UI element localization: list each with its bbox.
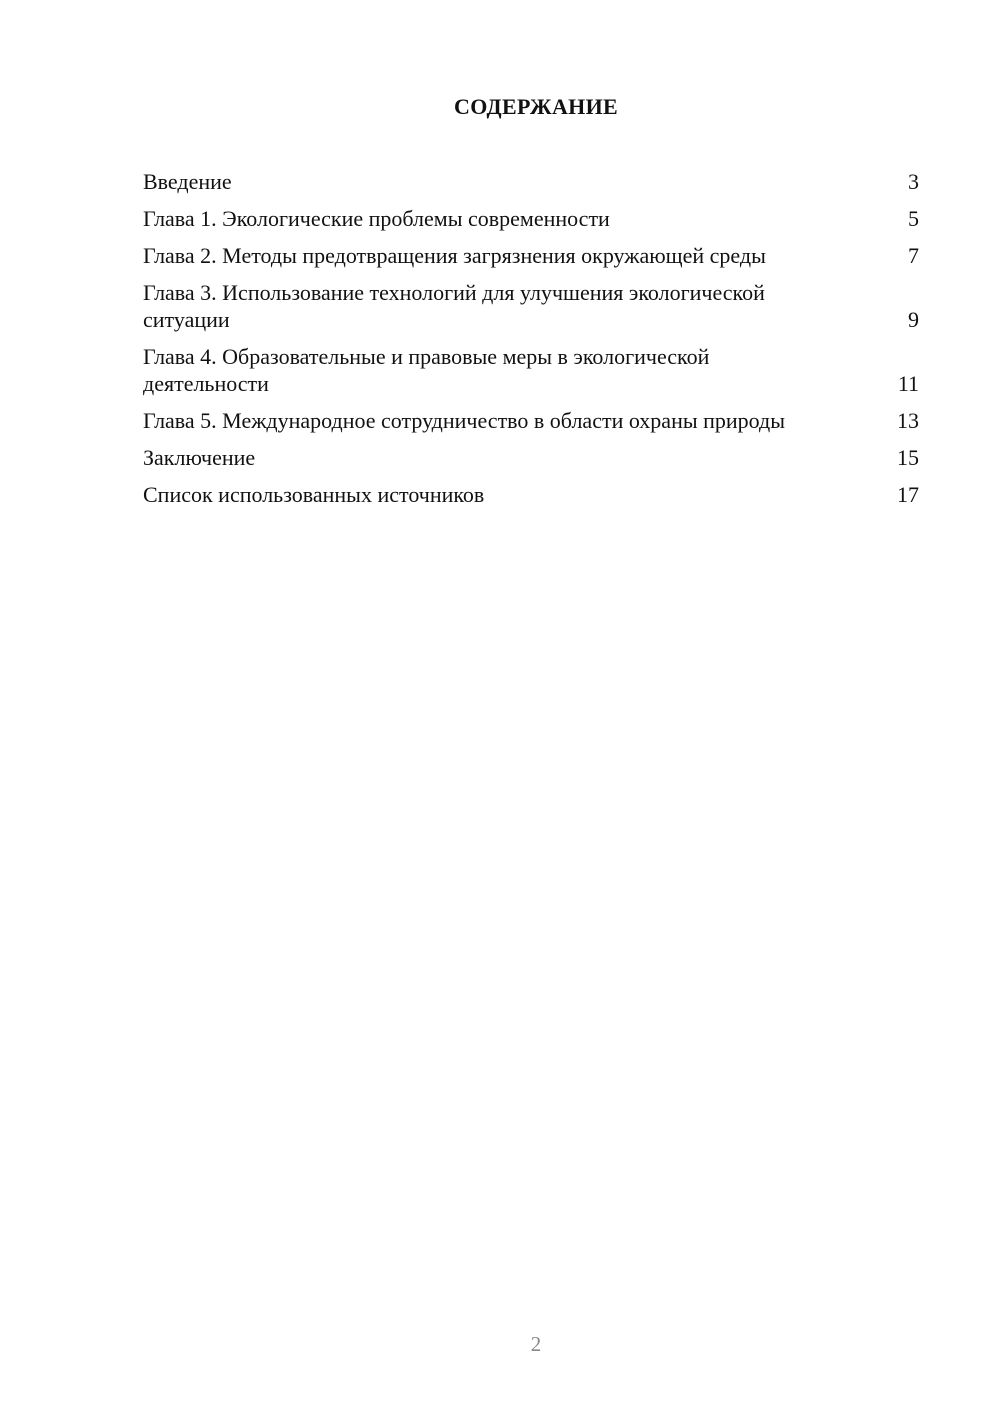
toc-entry-title: Заключение	[143, 445, 256, 470]
toc-entry-page: 11	[897, 371, 919, 396]
toc-entry-title: Список использованных источников	[143, 482, 485, 507]
toc-heading: СОДЕРЖАНИЕ	[454, 94, 618, 119]
toc-entry-title: Введение	[143, 169, 232, 194]
toc-entry-title: Глава 3. Использование технологий для улучшения экологической ситуации	[143, 280, 765, 332]
toc-entry-conclusion[interactable]	[143, 444, 919, 471]
toc-entry-page: 7	[908, 243, 919, 268]
toc-entry-page: 3	[908, 169, 919, 194]
toc-entry-title: Глава 4. Образовательные и правовые меры в экологической деятельности	[143, 344, 710, 396]
toc-entry-page: 5	[908, 206, 919, 231]
toc-entry-references[interactable]	[143, 481, 919, 508]
toc-list	[143, 168, 919, 518]
toc-entry-chapter-3[interactable]	[143, 279, 919, 333]
toc-entry-title: Глава 1. Экологические проблемы современности	[143, 206, 610, 231]
toc-entry-page: 9	[908, 307, 919, 332]
toc-entry-chapter-5[interactable]	[143, 407, 919, 434]
toc-entry-page: 15	[897, 445, 919, 470]
toc-entry-title: Глава 5. Международное сотрудничество в области охраны природы	[143, 408, 786, 433]
toc-entry-introduction[interactable]	[143, 168, 919, 195]
toc-entry-page: 13	[897, 408, 919, 433]
toc-entry-chapter-2[interactable]	[143, 242, 919, 269]
page-number: 2	[530, 1332, 542, 1356]
toc-entry-title: Глава 2. Методы предотвращения загрязнения окружающей среды	[143, 243, 766, 268]
toc-entry-page: 17	[897, 482, 919, 507]
toc-entry-chapter-1[interactable]	[143, 205, 919, 232]
toc-entry-chapter-4[interactable]	[143, 343, 919, 397]
